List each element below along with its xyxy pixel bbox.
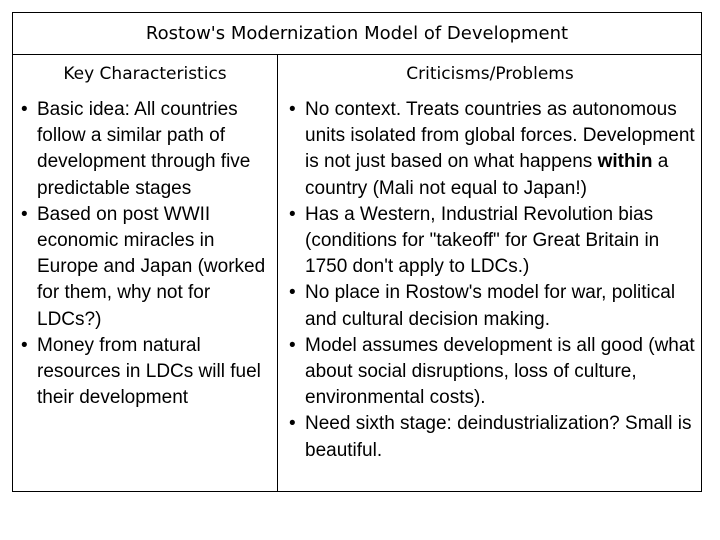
criticism-text: Need sixth stage: deindustrialization? Small is beautiful. [305, 413, 692, 461]
column-header-key-characteristics: Key Characteristics [63, 64, 227, 84]
criticism-text: Has a Western, Industrial Revolution bias (conditions for "takeoff" for Great Britain in 1750 don't apply to LDCs.) [305, 203, 660, 278]
criticism-item [285, 411, 699, 463]
column-divider [277, 55, 278, 492]
table-title: Rostow's Modernization Model of Development [13, 13, 701, 55]
criticism-text: No place in Rostow's model for war, political and cultural decision making. [305, 282, 676, 330]
criticism-item [285, 280, 699, 332]
characteristic-item: • Based on post WWII economic miracles in Europe and Japan (worked for them, why not for LDCs?) [17, 202, 273, 333]
characteristic-item: • Money from natural resources in LDCs will fuel their development [17, 333, 273, 412]
characteristic-item: • Basic idea: All countries follow a similar path of development through five predictable stages [17, 97, 273, 202]
criticisms-list [285, 97, 699, 464]
column-header-criticisms: Criticisms/Problems [406, 64, 574, 84]
criticism-text: No context. Treats countries as autonomous units isolated from global forces. Development is not just based on what happens [305, 99, 695, 173]
criticism-item [285, 202, 699, 281]
criticism-text: Model assumes development is all good (what about social disruptions, loss of culture, environmental costs). [305, 334, 695, 409]
criticism-emphasis: within [597, 151, 653, 173]
criticism-item [285, 97, 699, 202]
key-characteristics-list [17, 97, 273, 411]
criticism-item [285, 333, 699, 412]
comparison-table [12, 12, 702, 492]
criticism-text: a country (Mali not equal to Japan!) [305, 151, 669, 199]
